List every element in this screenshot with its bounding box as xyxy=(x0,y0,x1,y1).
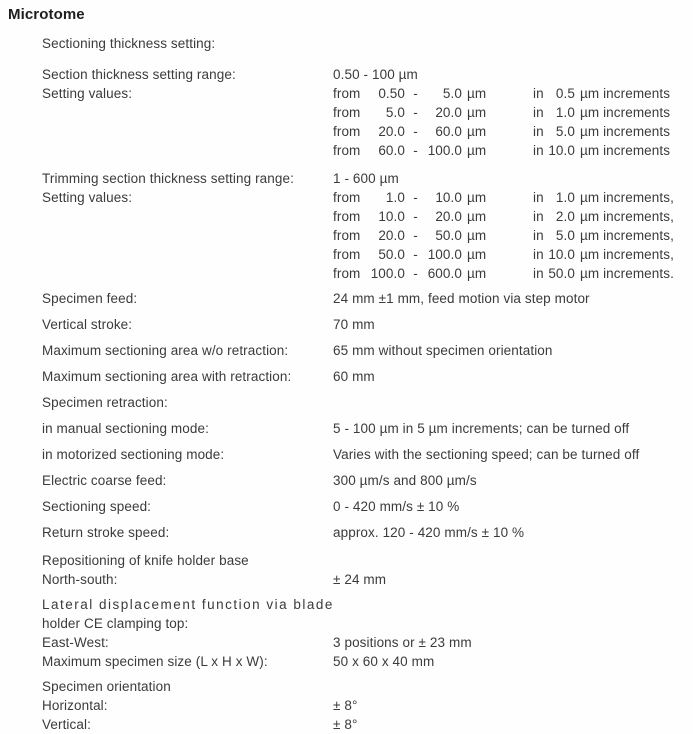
spec-label: Vertical: xyxy=(42,717,91,732)
unit-label: µm xyxy=(467,228,487,243)
repositioning-group xyxy=(42,551,685,589)
spec-row xyxy=(42,715,685,734)
block-labels xyxy=(42,65,333,160)
spec-row xyxy=(42,317,685,334)
spec-label: in manual sectioning mode: xyxy=(42,421,209,436)
spec-label: Horizontal: xyxy=(42,698,108,713)
spec-row xyxy=(42,473,685,490)
increment-value: 10.0 xyxy=(548,247,575,262)
from-value: 50.0 xyxy=(378,247,405,262)
increment xyxy=(533,245,674,264)
spec-row xyxy=(42,447,685,464)
increment-value: 5.0 xyxy=(555,124,575,139)
from-word: from xyxy=(333,247,361,262)
spec-value: ± 24 mm xyxy=(333,572,387,587)
increment xyxy=(533,103,670,122)
unit-label: µm xyxy=(467,86,487,101)
spec-value: 3 positions or ± 23 mm xyxy=(333,635,472,650)
increment-value: 0.5 xyxy=(555,86,575,101)
range-dash: - xyxy=(413,143,418,158)
step-row xyxy=(333,264,685,283)
from-value: 1.0 xyxy=(385,190,405,205)
step-range xyxy=(333,122,533,141)
group-heading-line1: Lateral displacement function via blade xyxy=(42,597,334,612)
step-row xyxy=(333,141,685,160)
unit-label: µm xyxy=(467,247,487,262)
range-value: 1 - 600 µm xyxy=(333,171,399,186)
step-row xyxy=(333,207,685,226)
spec-label: Maximum specimen size (L x H x W): xyxy=(42,654,268,669)
to-value: 600.0 xyxy=(427,266,462,281)
increment-suffix: µm increments, xyxy=(580,247,674,262)
range-dash: - xyxy=(413,266,418,281)
spec-value: ± 8° xyxy=(333,698,358,713)
step-row xyxy=(333,188,685,207)
spec-row xyxy=(42,633,685,652)
range-dash: - xyxy=(413,86,418,101)
increment xyxy=(533,141,670,160)
spec-row xyxy=(42,696,685,715)
range-value: 0.50 - 100 µm xyxy=(333,67,418,82)
range-dash: - xyxy=(413,124,418,139)
step-range xyxy=(333,226,533,245)
from-word: from xyxy=(333,143,361,158)
increment-value: 50.0 xyxy=(548,266,575,281)
in-word: in xyxy=(533,190,544,205)
group-heading: Repositioning of knife holder base xyxy=(42,553,249,568)
in-word: in xyxy=(533,124,544,139)
range-dash: - xyxy=(413,247,418,262)
step-row xyxy=(333,103,685,122)
unit-label: µm xyxy=(467,266,487,281)
block-labels xyxy=(42,169,333,283)
to-value: 10.0 xyxy=(435,190,462,205)
from-word: from xyxy=(333,209,361,224)
spec-label: Vertical stroke: xyxy=(42,317,133,332)
to-value: 50.0 xyxy=(435,228,462,243)
spec-label: Specimen retraction: xyxy=(42,395,168,410)
spec-label: Sectioning speed: xyxy=(42,499,152,514)
spec-label: Maximum sectioning area with retraction: xyxy=(42,369,292,384)
spec-value: 65 mm without specimen orientation xyxy=(333,343,553,358)
increment xyxy=(533,122,670,141)
increment xyxy=(533,264,674,283)
from-word: from xyxy=(333,190,361,205)
group-heading: Specimen orientation xyxy=(42,679,171,694)
increment-suffix: µm increments, xyxy=(580,209,674,224)
in-word: in xyxy=(533,228,544,243)
from-value: 20.0 xyxy=(378,124,405,139)
to-value: 100.0 xyxy=(427,143,462,158)
from-value: 0.50 xyxy=(378,86,405,101)
unit-label: µm xyxy=(467,124,487,139)
from-value: 20.0 xyxy=(378,228,405,243)
step-range xyxy=(333,207,533,226)
spec-row xyxy=(42,499,685,516)
to-value: 5.0 xyxy=(442,86,462,101)
range-label: Trimming section thickness setting range: xyxy=(42,171,294,186)
step-range xyxy=(333,103,533,122)
spec-value: 5 - 100 µm in 5 µm increments; can be turned off xyxy=(333,421,630,436)
range-dash: - xyxy=(413,228,418,243)
spec-value: approx. 120 - 420 mm/s ± 10 % xyxy=(333,525,525,540)
spec-value: ± 8° xyxy=(333,717,358,732)
spec-label: Maximum sectioning area w/o retraction: xyxy=(42,343,289,358)
from-word: from xyxy=(333,228,361,243)
spec-value: Varies with the sectioning speed; can be turned off xyxy=(333,447,640,462)
range-dash: - xyxy=(413,209,418,224)
from-word: from xyxy=(333,105,361,120)
step-range xyxy=(333,84,533,103)
spec-label: in motorized sectioning mode: xyxy=(42,447,225,462)
unit-label: µm xyxy=(467,105,487,120)
spec-value: 24 mm ±1 mm, feed motion via step motor xyxy=(333,291,590,306)
step-row xyxy=(333,245,685,264)
spec-label: Electric coarse feed: xyxy=(42,473,167,488)
spec-row xyxy=(42,652,685,671)
step-row xyxy=(333,122,685,141)
increment-suffix: µm increments, xyxy=(580,228,674,243)
increment-value: 1.0 xyxy=(555,190,575,205)
range-dash: - xyxy=(413,105,418,120)
in-word: in xyxy=(533,247,544,262)
spec-label: East-West: xyxy=(42,635,109,650)
spec-row xyxy=(42,343,685,360)
section-heading-row xyxy=(42,36,685,53)
in-word: in xyxy=(533,86,544,101)
from-word: from xyxy=(333,266,361,281)
specimen-orientation-group xyxy=(42,677,685,734)
spec-row xyxy=(42,369,685,386)
from-value: 100.0 xyxy=(370,266,405,281)
spec-value: 50 x 60 x 40 mm xyxy=(333,654,435,669)
increment-value: 5.0 xyxy=(555,228,575,243)
to-value: 60.0 xyxy=(435,124,462,139)
block-values xyxy=(333,169,685,283)
spec-row xyxy=(42,395,685,412)
unit-label: µm xyxy=(467,209,487,224)
increment-suffix: µm increments, xyxy=(580,190,674,205)
spec-row xyxy=(42,525,685,542)
spec-row xyxy=(42,421,685,438)
page-title: Microtome xyxy=(8,6,85,23)
from-value: 10.0 xyxy=(378,209,405,224)
increment xyxy=(533,188,674,207)
step-row xyxy=(333,226,685,245)
step-range xyxy=(333,264,533,283)
block-values xyxy=(333,65,685,160)
spec-value: 0 - 420 mm/s ± 10 % xyxy=(333,499,460,514)
unit-label: µm xyxy=(467,143,487,158)
spec-value: 300 µm/s and 800 µm/s xyxy=(333,473,477,488)
from-word: from xyxy=(333,86,361,101)
increment xyxy=(533,207,674,226)
increment xyxy=(533,226,674,245)
spec-value: 60 mm xyxy=(333,369,375,384)
in-word: in xyxy=(533,105,544,120)
setting-values-label: Setting values: xyxy=(42,86,133,101)
setting-values-label: Setting values: xyxy=(42,190,133,205)
trimming-thickness-block xyxy=(42,169,685,283)
increment-value: 1.0 xyxy=(555,105,575,120)
group-heading-line2: holder CE clamping top: xyxy=(42,616,189,631)
increment-value: 2.0 xyxy=(555,209,575,224)
spec-table xyxy=(8,36,685,734)
section-thickness-block xyxy=(42,65,685,160)
from-value: 60.0 xyxy=(378,143,405,158)
increment-suffix: µm increments xyxy=(580,124,671,139)
increment xyxy=(533,84,670,103)
range-dash: - xyxy=(413,190,418,205)
spec-label: Specimen feed: xyxy=(42,291,138,306)
step-range xyxy=(333,188,533,207)
increment-suffix: µm increments xyxy=(580,105,671,120)
to-value: 100.0 xyxy=(427,247,462,262)
spec-label: North-south: xyxy=(42,572,118,587)
step-range xyxy=(333,141,533,160)
increment-suffix: µm increments. xyxy=(580,266,674,281)
lateral-displacement-group xyxy=(42,595,685,671)
spec-row xyxy=(42,570,685,589)
increment-value: 10.0 xyxy=(548,143,575,158)
in-word: in xyxy=(533,266,544,281)
spec-label: Return stroke speed: xyxy=(42,525,170,540)
to-value: 20.0 xyxy=(435,105,462,120)
to-value: 20.0 xyxy=(435,209,462,224)
section-heading: Sectioning thickness setting: xyxy=(42,36,216,51)
in-word: in xyxy=(533,209,544,224)
from-value: 5.0 xyxy=(385,105,405,120)
range-label: Section thickness setting range: xyxy=(42,67,236,82)
step-range xyxy=(333,245,533,264)
in-word: in xyxy=(533,143,544,158)
spec-value: 70 mm xyxy=(333,317,375,332)
unit-label: µm xyxy=(467,190,487,205)
step-row xyxy=(333,84,685,103)
increment-suffix: µm increments xyxy=(580,86,671,101)
spec-row xyxy=(42,291,685,308)
from-word: from xyxy=(333,124,361,139)
increment-suffix: µm increments xyxy=(580,143,671,158)
